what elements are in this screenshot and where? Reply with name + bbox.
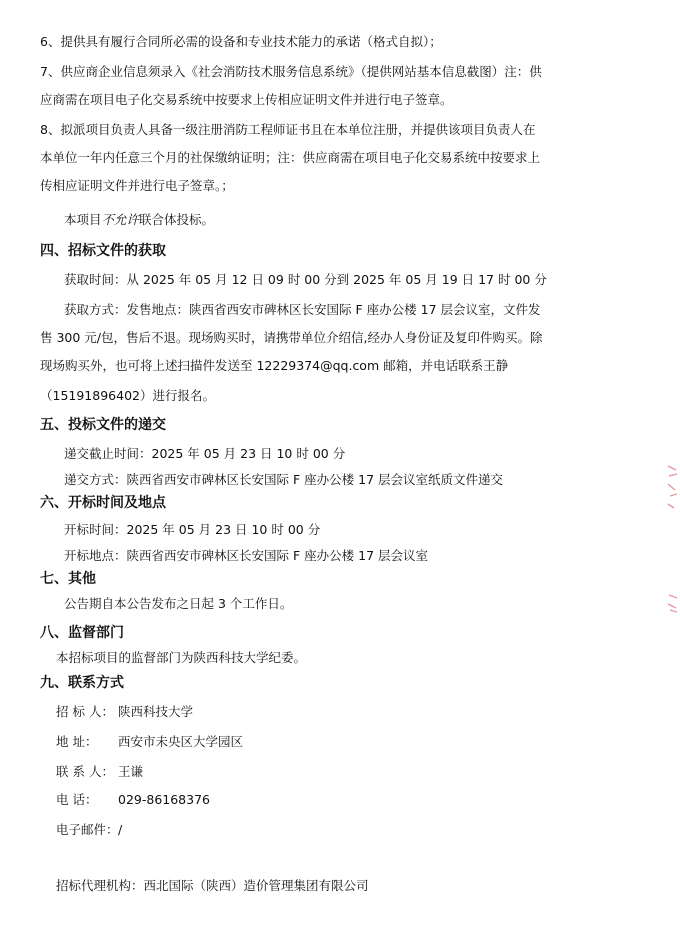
seal-fragment — [666, 592, 678, 614]
agent-line: 招标代理机构：西北国际（陕西）造价管理集团有限公司 — [56, 878, 369, 893]
contact-row-email — [56, 816, 576, 844]
item-8-line2: 本单位一年内任意三个月的社保缴纳证明；注：供应商需在项目电子化交易系统中按要求上 — [40, 150, 541, 165]
contact-label: 电子邮件： — [56, 822, 119, 837]
consortium-pre: 本项目 — [64, 212, 102, 227]
contact-row-address — [56, 728, 576, 756]
contact-value: 西安市未央区大学园区 — [118, 734, 244, 749]
item-6: 6、提供具有履行合同所必需的设备和专业技术能力的承诺（格式自拟）； — [40, 34, 442, 49]
item-8-line1: 8、拟派项目负责人具备一级注册消防工程师证书且在本单位注册，并提供该项目负责人在 — [40, 122, 536, 137]
contact-label: 地 址： — [56, 734, 98, 749]
acquire-way-line2: 售 300 元/包，售后不退。现场购买时，请携带单位介绍信,经办人身份证及复印件购买。除 — [40, 330, 543, 345]
section-5-title: 五、投标文件的递交 — [40, 417, 166, 433]
consortium-mid: 不允许 — [101, 212, 140, 227]
acquire-way-line3: 现场购买外，也可将上述扫描件发送至 12229374@qq.com 邮箱，并电话联系王静 — [40, 358, 509, 373]
section-9-title: 九、联系方式 — [40, 675, 124, 691]
contact-value: / — [118, 822, 123, 837]
contact-value: 王谦 — [118, 764, 144, 779]
opening-place: 开标地点：陕西省西安市碑林区长安国际 F 座办公楼 17 层会议室 — [64, 548, 428, 563]
item-7-line1: 7、供应商企业信息须录入《社会消防技术服务信息系统》（提供网站基本信息截图）注：供 — [40, 64, 542, 79]
seal-fragment — [666, 462, 678, 522]
consortium-post: 联合体投标。 — [139, 212, 215, 227]
other-text: 公告期自本公告发布之日起 3 个工作日。 — [64, 596, 293, 611]
acquire-way-line1: 获取方式：发售地点：陕西省西安市碑林区长安国际 F 座办公楼 17 层会议室，文件发 — [64, 302, 541, 317]
contact-row-bidder — [56, 698, 576, 726]
submit-way: 递交方式：陕西省西安市碑林区长安国际 F 座办公楼 17 层会议室纸质文件递交 — [64, 472, 503, 487]
item-7-line2: 应商需在项目电子化交易系统中按要求上传相应证明文件并进行电子签章。 — [40, 92, 453, 107]
consortium-note — [64, 206, 584, 234]
submit-deadline: 递交截止时间：2025 年 05 月 23 日 10 时 00 分 — [64, 446, 346, 461]
contact-label: 电 话： — [56, 792, 98, 807]
item-8-line3: 传相应证明文件并进行电子签章。； — [40, 178, 234, 193]
section-7-title: 七、其他 — [40, 571, 96, 587]
acquire-time: 获取时间：从 2025 年 05 月 12 日 09 时 00 分到 2025 年 05 月 19 日 17 时 00 分 — [64, 272, 547, 287]
section-4-title: 四、招标文件的获取 — [40, 243, 166, 259]
section-8-title: 八、监督部门 — [40, 625, 124, 641]
supervision-text: 本招标项目的监督部门为陕西科技大学纪委。 — [56, 650, 307, 665]
contact-value: 陕西科技大学 — [118, 704, 194, 719]
contact-row-person — [56, 758, 576, 786]
contact-row-phone — [56, 786, 576, 814]
opening-time: 开标时间：2025 年 05 月 23 日 10 时 00 分 — [64, 522, 321, 537]
contact-value: 029-86168376 — [118, 792, 210, 807]
contact-label: 联 系 人： — [56, 764, 114, 779]
acquire-way-line4: （15191896402）进行报名。 — [40, 388, 215, 403]
section-6-title: 六、开标时间及地点 — [40, 495, 166, 511]
contact-label: 招 标 人： — [56, 704, 114, 719]
